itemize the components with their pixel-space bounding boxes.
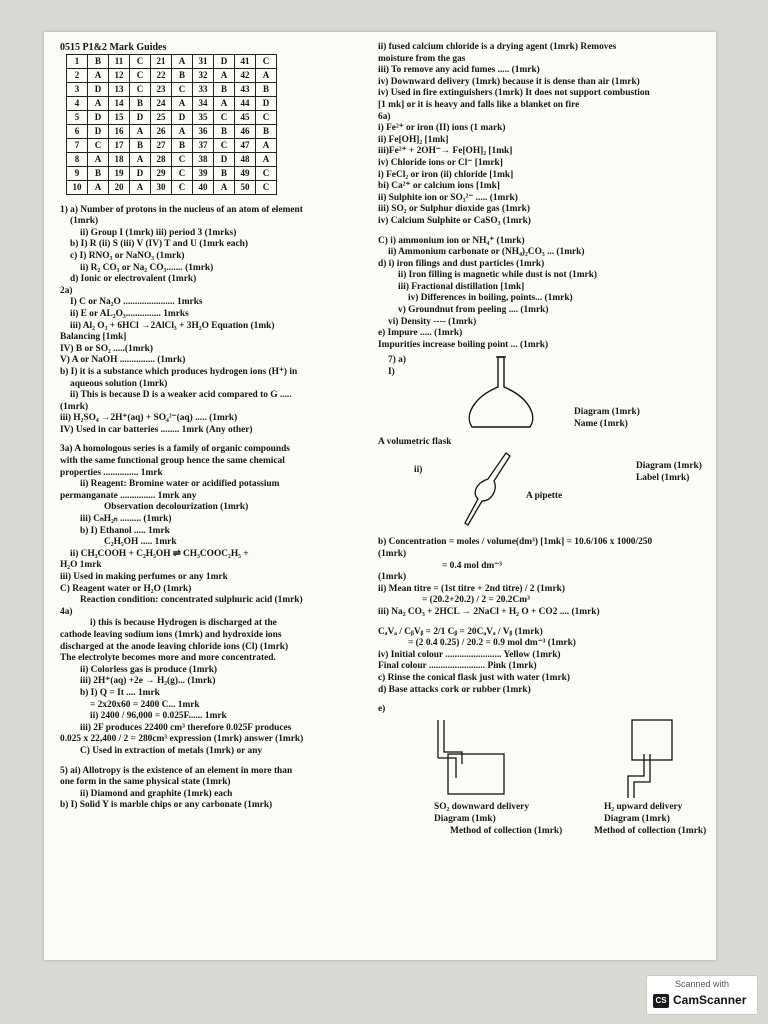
answer-line: properties ............... 1mrk [60, 467, 163, 478]
answer-line: (1mrk) [70, 216, 99, 227]
answer-grid-cell: 28 [151, 152, 172, 166]
answer-line: 5) ai) Allotropy is the existence of an element in more than [60, 765, 293, 776]
answer-line: b) I) it is a substance which produces hydrogen ions (H⁺) in [60, 366, 298, 377]
answer-line: C₂H₅OH ..... 1mrk [104, 537, 177, 548]
answer-grid-cell: A [256, 68, 277, 82]
answer-line: b) I) R (ii) S (iii) V (IV) T and U (1mrk each) [70, 239, 248, 250]
answer-line: ii) Ammonium carbonate or (NH₄)₂CO₃ ... (1mrk) [388, 247, 585, 258]
answer-grid-cell: B [256, 82, 277, 96]
answer-line: i) Fe²⁺ or iron (II) ions (1 mark) [378, 123, 506, 134]
answer-line: b) I) Ethanol ..... 1mrk [80, 525, 170, 536]
answer-line: iv) Used in fire extinguishers (1mrk) It does not support combustion [378, 88, 650, 99]
answer-line: iii) Used in making perfumes or any 1mrk [60, 572, 228, 582]
answer-grid-cell: A [214, 68, 235, 82]
answer-grid-cell: 11 [109, 54, 130, 68]
camscanner-badge [646, 975, 758, 1015]
answer-line [378, 696, 708, 704]
answer-grid-cell: C [130, 54, 151, 68]
answer-line: (1mrk) [378, 572, 407, 583]
answer-grid-cell: 41 [235, 54, 256, 68]
q7-flask-section [378, 351, 708, 451]
q7-label: 7) a) [388, 355, 406, 366]
right-column [378, 42, 708, 846]
answer-grid-cell: C [256, 110, 277, 124]
answer-grid-row [67, 96, 277, 110]
answer-line: The electrolyte becomes more and more concentrated. [60, 653, 276, 664]
answer-line: CₐVₐ / CᵦVᵦ = 2/1 Cᵦ = 20CₐVₐ / Vᵦ (1mrk) [378, 626, 543, 637]
q7-part-i: I) [388, 367, 395, 378]
answer-grid-cell: 42 [235, 68, 256, 82]
answer-grid-cell: D [256, 96, 277, 110]
answer-grid [66, 54, 277, 195]
answer-line: one form in the same physical state (1mrk) [60, 777, 231, 788]
answer-line: ii) Group I (1mrk) iii) period 3 (1mrks) [80, 227, 237, 238]
answer-grid-row [67, 138, 277, 152]
answer-grid-cell: 18 [109, 152, 130, 166]
answer-grid-row [67, 166, 277, 180]
answer-line: b) Concentration = moles / volume(dm³) [1mk] = 10.6/106 x 1000/250 [378, 537, 653, 548]
answer-grid-row [67, 110, 277, 124]
answer-line: iv) Initial colour ........................ Yellow (1mrk) [378, 649, 561, 660]
camscanner-logo-icon: CS [653, 994, 669, 1008]
answer-grid-cell: 22 [151, 68, 172, 82]
answer-grid-cell: A [88, 152, 109, 166]
answer-line: v) Groundnut from peeling .... (1mrk) [398, 305, 549, 316]
answer-grid-cell: 10 [67, 180, 88, 194]
answer-grid-cell: C [172, 180, 193, 194]
gas-collection-section [378, 716, 708, 846]
answer-grid-cell: 36 [193, 124, 214, 138]
upward-delivery-line-3: Method of collection (1mrk) [594, 825, 707, 836]
answer-grid-cell: 2 [67, 68, 88, 82]
answer-grid-cell: 6 [67, 124, 88, 138]
answer-grid-cell: 43 [235, 82, 256, 96]
answer-line: ii) Colorless gas is produce (1mrk) [80, 664, 218, 675]
answer-grid-cell: 40 [193, 180, 214, 194]
answer-line: 4a) [60, 606, 73, 617]
answer-grid-row [67, 124, 277, 138]
answer-line: 0.025 x 22,400 / 2 = 280cm³ expression (1mrk) answer (1mrk) [60, 734, 304, 745]
answer-line: moisture from the gas [378, 53, 466, 64]
upward-delivery-line-1: H₂ upward delivery [604, 801, 683, 812]
answer-grid-cell: 13 [109, 82, 130, 96]
answer-line: Reaction condition: concentrated sulphuric acid (1mrk) [80, 595, 303, 606]
pipette-mark-2: Label (1mrk) [636, 473, 690, 484]
answer-grid-cell: 29 [151, 166, 172, 180]
answer-grid-cell: 30 [151, 180, 172, 194]
answer-grid-cell: C [256, 54, 277, 68]
answer-grid-cell: A [214, 96, 235, 110]
answer-line: permanganate ............... 1mrk any [60, 490, 197, 501]
answer-grid-cell: 50 [235, 180, 256, 194]
answer-line: aqueous solution (1mrk) [70, 378, 168, 389]
q7-pipette-section [378, 451, 708, 537]
answer-line: Observation decolourization (1mrk) [104, 502, 249, 513]
answer-grid-cell: A [88, 180, 109, 194]
answer-grid-cell: 19 [109, 166, 130, 180]
answer-grid-row [67, 180, 277, 194]
right-answers-bottom [378, 537, 708, 715]
mark-guide-page [44, 32, 716, 960]
answer-line: iii) CₙH₂ₙ ......... (1mrk) [80, 514, 172, 525]
answer-grid-cell: 5 [67, 110, 88, 124]
answer-line: = (2 0.4 0.25) / 20.2 = 0.9 mol dm⁻³ (1mrk) [408, 638, 576, 649]
answer-line [378, 228, 708, 236]
upward-delivery-line-2: Diagram (1mrk) [604, 813, 670, 824]
answer-grid-cell: 44 [235, 96, 256, 110]
answer-grid-cell: C [172, 82, 193, 96]
answer-line: (1mrk) [60, 401, 89, 412]
answer-line: H₂O 1mrk [60, 560, 102, 571]
answer-line: d) Base attacks cork or rubber (1mrk) [378, 684, 531, 695]
answer-grid-cell: B [256, 124, 277, 138]
answer-grid-cell: 9 [67, 166, 88, 180]
answer-line: with the same functional group hence the same chemical [60, 456, 285, 467]
answer-line [60, 758, 360, 766]
answer-line: iv) Differences in boiling, points... (1mrk) [408, 293, 573, 304]
answer-line: ii) E or AL₂O₃............... 1mrks [70, 308, 189, 319]
answer-line: Balancing [1mk] [60, 332, 127, 343]
answer-line: ii) Fe[OH]₂ [1mk] [378, 134, 449, 145]
answer-line: iv) Calcium Sulphite or CaSO₃ (1mrk) [378, 215, 531, 226]
answer-grid-cell: A [214, 180, 235, 194]
answer-grid-cell: 4 [67, 96, 88, 110]
answer-line: ii) R₂ CO₃ or Na₂ CO₃....... (1mrk) [80, 262, 214, 273]
answer-grid-cell: 15 [109, 110, 130, 124]
answer-line: C) Reagent water or H₂O (1mrk) [60, 583, 192, 594]
right-answers-top [378, 42, 708, 351]
answer-line: IV) Used in car batteries ........ 1mrk (Any other) [60, 424, 253, 435]
answer-grid-cell: 47 [235, 138, 256, 152]
answer-line: 6a) [378, 111, 391, 122]
answer-grid-cell: B [130, 138, 151, 152]
answer-grid-cell: 16 [109, 124, 130, 138]
answer-line: iii) To remove any acid fumes ..... (1mrk) [378, 65, 540, 76]
answer-grid-cell: 37 [193, 138, 214, 152]
answer-grid-cell: 12 [109, 68, 130, 82]
flask-mark-1: Diagram (1mrk) [574, 407, 640, 418]
answer-grid-cell: C [88, 138, 109, 152]
volumetric-flask-diagram [458, 355, 548, 433]
answer-grid-cell: 49 [235, 166, 256, 180]
pipette-caption: A pipette [526, 491, 563, 502]
answer-line: cathode leaving sodium ions (1mrk) and hydroxide ions [60, 629, 282, 640]
answer-line: ii) 2400 / 96,000 = 0.025F...... 1mrk [90, 711, 227, 722]
answer-line: 2a) [60, 285, 73, 296]
answer-grid-cell: 48 [235, 152, 256, 166]
answer-grid-row [67, 82, 277, 96]
answer-line: iii) H₂SO₄ →2H⁺(aq) + SO₄²⁻(aq) ..... (1mrk) [60, 413, 238, 424]
answer-grid-cell: A [130, 124, 151, 138]
answer-line: 3a) A homologous series is a family of organic compounds [60, 444, 290, 455]
answer-line: Impurities increase boiling point ... (1mrk) [378, 339, 549, 350]
answer-line: e) [378, 704, 386, 715]
answer-grid-cell: 8 [67, 152, 88, 166]
answer-line: vi) Density ---- (1mrk) [388, 316, 477, 327]
answer-grid-cell: D [130, 110, 151, 124]
answer-grid-row [67, 68, 277, 82]
answer-grid-cell: A [172, 96, 193, 110]
left-column [60, 42, 360, 812]
answer-line: iii) 2H⁺(aq) +2e → H₂(g)... (1mrk) [80, 676, 216, 687]
answer-grid-cell: C [214, 138, 235, 152]
answer-grid-cell: A [88, 68, 109, 82]
answer-line: 1) a) Number of protons in the nucleus of an atom of element [60, 204, 303, 215]
answer-line: c) Rinse the conical flask just with water (1mrk) [378, 672, 570, 683]
answer-grid-cell: 24 [151, 96, 172, 110]
answer-line: C) i) ammonium ion or NH₄⁺ (1mrk) [378, 235, 525, 246]
scanned-with-label: Scanned with [674, 979, 730, 989]
answer-line: ii) Reagent: Bromine water or acidified potassium [80, 479, 280, 490]
answer-grid-cell: 46 [235, 124, 256, 138]
answer-grid-cell: 23 [151, 82, 172, 96]
left-answers [60, 205, 360, 812]
answer-line: ii) Diamond and graphite (1mrk) each [80, 788, 233, 799]
answer-line: b) I) Q = It .... 1mrk [80, 687, 160, 698]
answer-line: iii) SO₂ or Sulphur dioxide gas (1mrk) [378, 204, 530, 215]
answer-line: ii) CH₃COOH + C₂H₅OH ⇌ CH₃COOC₂H₅ + [70, 548, 249, 559]
flask-mark-2: Name (1mrk) [574, 419, 628, 430]
answer-grid-cell: C [130, 68, 151, 82]
answer-grid-cell: A [256, 138, 277, 152]
answer-line: ii) Sulphite ion or SO₃²⁻ ..... (1mrk) [378, 192, 518, 203]
answer-grid-cell: A [172, 54, 193, 68]
answer-line: ii) fused calcium chloride is a drying agent (1mrk) Removes [378, 42, 617, 52]
answer-grid-cell: 3 [67, 82, 88, 96]
answer-grid-cell: C [214, 110, 235, 124]
answer-line [378, 619, 708, 627]
answer-line: iv) Downward delivery (1mrk) because it is dense than air (1mrk) [378, 76, 640, 87]
answer-grid-cell: D [88, 124, 109, 138]
answer-grid-cell: 31 [193, 54, 214, 68]
pipette-mark-1: Diagram (1mrk) [636, 461, 702, 472]
answer-line: iii) Al₂ O₃ + 6HCl →2AlCl₃ + 3H₂O Equation (1mk) [70, 320, 275, 331]
answer-grid-cell: 7 [67, 138, 88, 152]
answer-line: i) FeCl₂ or iron (ii) chloride [1mk] [378, 169, 514, 180]
answer-line: i) this is because Hydrogen is discharged at the [90, 618, 277, 629]
answer-grid-cell: B [130, 96, 151, 110]
answer-grid-cell: A [172, 124, 193, 138]
answer-line: iv) Chloride ions or Cl⁻ [1mrk] [378, 157, 503, 168]
answer-grid-cell: 21 [151, 54, 172, 68]
answer-grid-cell: 25 [151, 110, 172, 124]
answer-grid-cell: 17 [109, 138, 130, 152]
downward-delivery-line-3: Method of collection (1mrk) [450, 825, 563, 836]
upward-delivery-diagram [588, 718, 698, 800]
answer-line: ii) This is because D is a weaker acid compared to G ..... [70, 390, 292, 401]
answer-line: e) Impure ..... (1mrk) [378, 328, 463, 339]
answer-grid-row [67, 54, 277, 68]
answer-grid-cell: C [172, 166, 193, 180]
answer-grid-cell: C [256, 180, 277, 194]
answer-line: iii) Fractional distillation [1mk] [398, 281, 525, 292]
answer-grid-cell: A [130, 152, 151, 166]
answer-grid-cell: A [256, 152, 277, 166]
flask-caption: A volumetric flask [378, 437, 452, 448]
answer-line: c) I) RNO₃ or NaNO₃ (1mrk) [70, 250, 185, 261]
answer-grid-cell: D [130, 166, 151, 180]
answer-line: d) Ionic or electrovalent (1mrk) [70, 274, 197, 285]
answer-line: discharged at the anode leaving chloride ions (Cl) (1mrk) [60, 641, 289, 652]
downward-delivery-diagram [418, 718, 528, 800]
answer-grid-cell: 45 [235, 110, 256, 124]
answer-grid-cell: 27 [151, 138, 172, 152]
answer-line: ii) Iron filling is magnetic while dust is not (1mrk) [398, 270, 598, 281]
answer-line: (1mrk) [378, 549, 407, 560]
answer-grid-cell: A [130, 180, 151, 194]
answer-grid-cell: 26 [151, 124, 172, 138]
answer-line: = 2x20x60 = 2400 C... 1mrk [90, 699, 200, 710]
answer-grid-cell: B [214, 124, 235, 138]
downward-delivery-line-1: SO₂ downward delivery [434, 801, 530, 812]
answer-line: Final colour ........................ Pink (1mrk) [378, 661, 537, 672]
answer-line: iii)Fe²⁺ + 2OH⁻→ Fe[OH]₂ [1mk] [378, 146, 513, 157]
downward-delivery-line-2: Diagram (1mk) [434, 813, 496, 824]
answer-line: = (20.2+20.2) / 2 = 20.2Cm³ [422, 595, 530, 606]
answer-grid-cell: B [88, 166, 109, 180]
answer-grid-cell: 1 [67, 54, 88, 68]
answer-grid-cell: C [256, 166, 277, 180]
page-header: 0515 P1&2 Mark Guides [60, 42, 167, 53]
answer-grid-cell: C [172, 152, 193, 166]
answer-line: = 0.4 mol dm⁻³ [442, 560, 502, 571]
answer-grid-cell: D [88, 110, 109, 124]
answer-line: I) C or Na₂O ...................... 1mrks [70, 297, 203, 308]
answer-grid-cell: 20 [109, 180, 130, 194]
answer-grid-cell: 35 [193, 110, 214, 124]
answer-line: C) Used in extraction of metals (1mrk) or any [80, 745, 263, 756]
answer-grid-cell: B [172, 68, 193, 82]
answer-grid-cell: 14 [109, 96, 130, 110]
answer-grid-cell: A [88, 96, 109, 110]
answer-line: d) i) iron filings and dust particles (1mrk) [378, 258, 545, 269]
answer-grid-cell: D [172, 110, 193, 124]
answer-grid-cell: 38 [193, 152, 214, 166]
answer-grid-cell: B [88, 54, 109, 68]
answer-grid-cell: 33 [193, 82, 214, 96]
answer-line: IV) B or SO₂ .....(1mrk) [60, 343, 153, 354]
answer-line: ii) Mean titre = (1st titre + 2nd titre) / 2 (1mrk) [378, 583, 565, 594]
answer-line: bi) Ca²⁺ or calcium ions [1mk] [378, 181, 500, 192]
answer-line: b) I) Solid Y is marble chips or any carbonate (1mrk) [60, 800, 273, 811]
answer-grid-cell: 34 [193, 96, 214, 110]
camscanner-brand: CamScanner [673, 993, 747, 1007]
answer-grid-cell: C [130, 82, 151, 96]
answer-grid-cell: 39 [193, 166, 214, 180]
q7-part-ii: ii) [414, 465, 423, 476]
answer-grid-cell: D [214, 152, 235, 166]
answer-grid-cell: B [172, 138, 193, 152]
answer-line: iii) 2F produces 22400 cm³ therefore 0.025F produces [80, 722, 292, 733]
pipette-diagram [458, 451, 518, 531]
answer-line: V) A or NaOH ............... (1mrk) [60, 355, 186, 366]
answer-line: [1 mk] or it is heavy and falls like a blanket on fire [378, 99, 580, 110]
answer-grid-cell: D [214, 54, 235, 68]
answer-grid-cell: B [214, 82, 235, 96]
answer-grid-cell: B [214, 166, 235, 180]
answer-grid-cell: 32 [193, 68, 214, 82]
answer-grid-cell: D [88, 82, 109, 96]
answer-grid-row [67, 152, 277, 166]
answer-line: iii) Na₂ CO₃ + 2HCL → 2NaCl + H₂ O + CO2 .... (1mrk) [378, 607, 600, 617]
